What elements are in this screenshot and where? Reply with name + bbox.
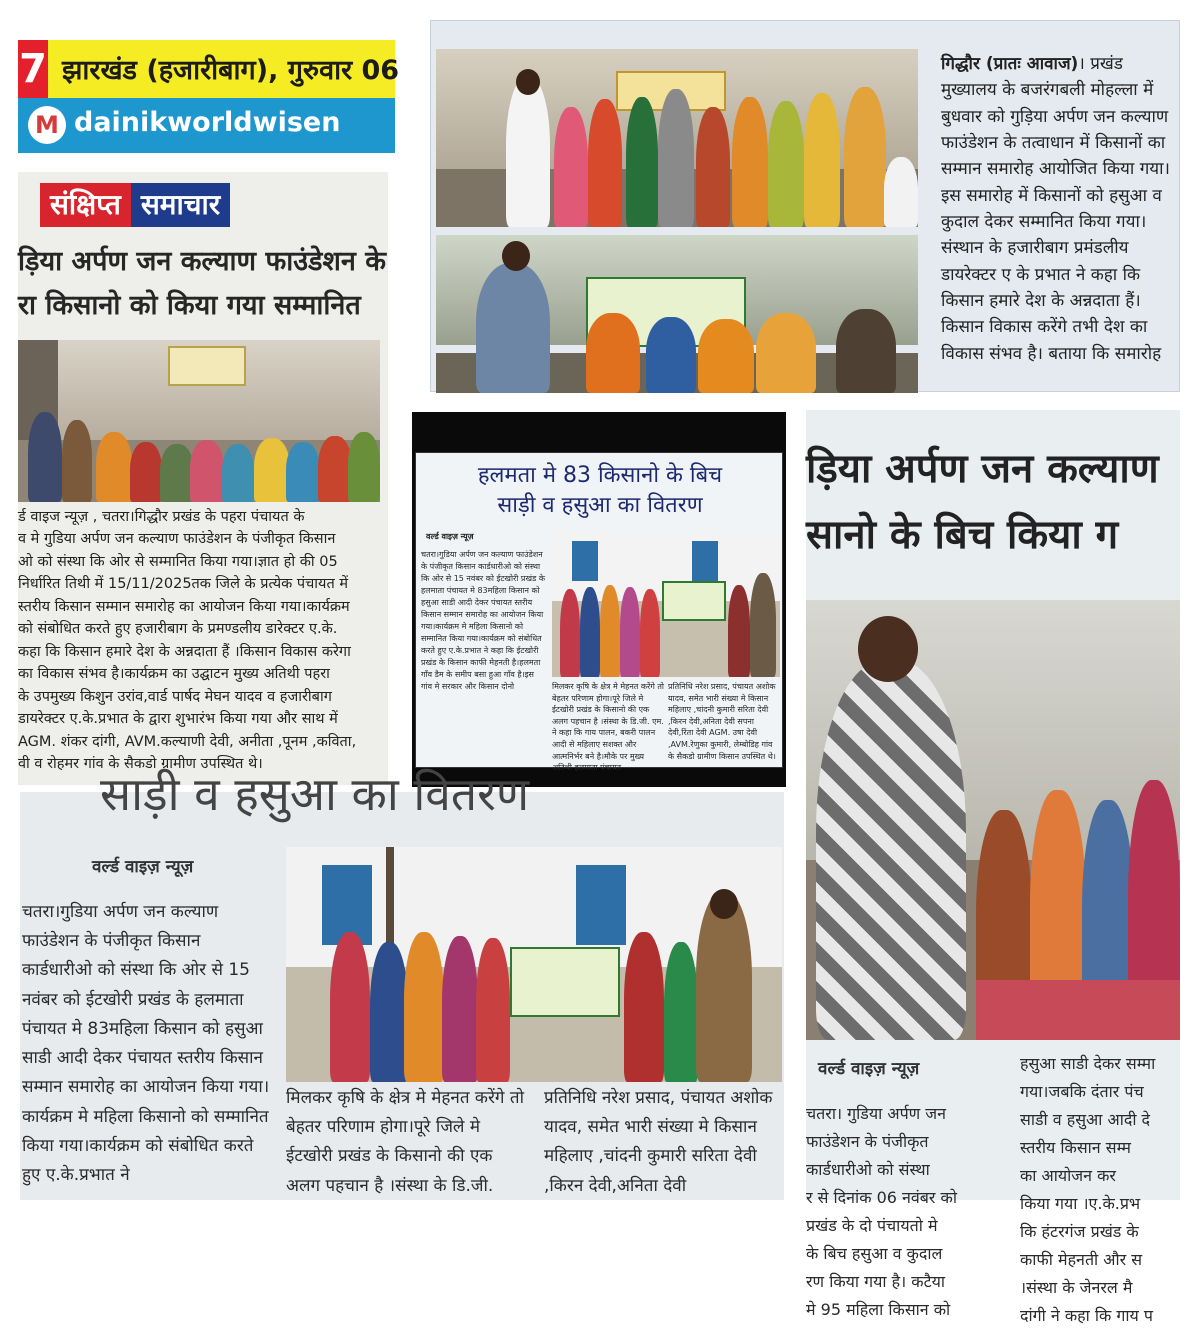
text-line: का विकास संभव है।कार्यक्रम का उद्घाटन मुख्य अतिथी पहरा (18, 666, 330, 683)
article-body-right: प्रतिनिधि नरेश प्रसाद, पंचायत अशोक यादव, समेत भारी संख्या मे किसान महिलाए ,चांदनी कुमारी सरिता देवी ,किरन देवी,अनिता देवी सपना देवी,रिंता देवी AGM. उषा देवी ,AVM.रेणुका कुमारी, लेम्बोडिह गांव के सैकडो ग्रामीण किसान उपस्थित थे। (668, 682, 776, 761)
text-line: का आयोजन कर (1020, 1166, 1116, 1185)
article-photo-top (436, 49, 918, 227)
article-photo (806, 600, 1180, 1040)
text-line: व मे गुडिया अर्पण जन कल्याण फाउंडेशन के पंजीकृत किसान (18, 531, 336, 548)
article-body (18, 506, 388, 786)
text-line: दांगी ने कहा कि गाय प (1020, 1306, 1153, 1325)
text-line: रण किया गया है। कटैया (806, 1272, 946, 1291)
text-line: फाउंडेशन के पंजीकृत (806, 1132, 929, 1151)
text-line: साडी व हसुआ आदी दे (1020, 1110, 1151, 1129)
article-headline-cut: साड़ी व हसुआ का वितरण (100, 767, 530, 821)
text-line: के उपमुख्य किशुन उरांव,वार्ड पार्षद मेघन यादव व हजारीबाग (18, 688, 332, 705)
text-line: चतरा। गुडिया अर्पण जन (806, 1104, 947, 1123)
article-body-main: चतरा।गुडिया अर्पण जन कल्याण फाउंडेशन के पंजीकृत किसान कार्डधारीओ को संस्था कि ओर से 15 नवंबर को ईटखोरी प्रखंड के हलमाता पंचायत मे 83महिला किसान को हसुआ साडी आदी देकर पंचायत स्तरीय किसान सम्मान समारोह का आयोजन किया गया।कार्यक्रम मे महिला किसानो को सम्मानित किया गया।कार्यक्रम को संबोधित करते हुए ए.के.प्रभात ने (22, 902, 270, 1186)
clipping-halmata-center (412, 412, 786, 787)
text-line: काफी मेहनती और स (1020, 1250, 1143, 1269)
text-line: र्ड वाइज न्यूज़ , चतरा।गिद्धौर प्रखंड के पहरा पंचायत के (18, 509, 305, 525)
article-headline (416, 461, 784, 521)
article-body-text: । प्रखंड मुख्यालय के बजरंगबली मोहल्ला में बुधवार को गुड़िया अर्पण जन कल्याण फाउंडेशन के तत्वाधान में किसानों का सम्मान समारोह आयोजित किया गया। इस समारोह में किसानों को हसुआ व कुदाल देकर सम्मानित किया गया। संस्थान के हजारीबाग प्रमंडलीय डायरेक्टर ए के प्रभात ने कहा कि किसान हमारे देश के अन्नदाता हैं। किसान विकास करेंगे तभी देश का विकास संभव है। बताया कि समारोह (941, 54, 1170, 364)
article-body-left: चतरा।गुडिया अर्पण जन कल्याण फाउंडेशन के पंजीकृत किसान कार्डधारीओ को संस्था कि ओर से 15 नवंबर को ईटखोरी प्रखंड के हलमाता पंचायत मे 83महिला किसान को हसुआ साडी आदी देकर पंचायत स्तरीय किसान सम्मान समारोह का आयोजन किया गया।कार्यक्रम मे महिला किसानो को सम्मानित किया गया।कार्यक्रम को संबोधित करते हुए ए.के.प्रभात ने कहा कि ईटखोरी प्रखंड के किसान काफी मेहनती है।हलमता गाँव डैम के समीप बसा हुआ गाँव है।इस गांव मे सरकार और किसान दोनो (421, 550, 545, 691)
article-photo (18, 340, 380, 502)
text-line: मे 95 महिला किसान को (806, 1300, 951, 1319)
text-line: कि हंटरगंज प्रखंड के (1020, 1222, 1139, 1241)
page-number: 7 (18, 40, 48, 98)
clipping-world-wise-right (806, 410, 1180, 1325)
text-line: किया गया ।ए.के.प्रभ (1020, 1194, 1141, 1213)
section-tag-part1: संक्षिप्त (40, 183, 131, 227)
section-tag (40, 183, 230, 227)
text-line: गया।जबकि दंतार पंच (1020, 1082, 1144, 1101)
article-photo (552, 531, 780, 677)
article-photo-bottom (436, 235, 918, 393)
clipping-page (415, 452, 783, 773)
text-line: र से दिनांक 06 नवंबर को (806, 1188, 957, 1207)
headline-line-2: रा किसानो को किया गया सम्मानित (18, 290, 361, 321)
headline-line-2: सानो के बिच किया ग (806, 512, 1119, 558)
dateline: झारखंड (हजारीबाग), गुरुवार 06 (62, 55, 400, 86)
article-headline (806, 436, 1180, 568)
byline: वर्ल्ड वाइज़ न्यूज़ (818, 1059, 920, 1079)
article-body-right: प्रतिनिधि नरेश प्रसाद, पंचायत अशोक यादव, समेत भारी संख्या मे किसान महिलाए ,चांदनी कुमारी सरिता देवी ,किरन देवी,अनिता देवी (544, 1088, 773, 1196)
text-line: कार्डधारीओ को संस्था (806, 1160, 930, 1179)
headline-line-2: साड़ी व हसुआ का वितरण (497, 493, 703, 518)
text-line: हसुआ साडी देकर सम्मा (1020, 1054, 1156, 1073)
clipping-pratah-awaz (430, 20, 1180, 392)
text-line: कहा कि किसान हमारे देश के अन्नदाता हैं ।किसान विकास करेगा (18, 643, 351, 660)
clipping-dainik-world-wise (18, 40, 400, 785)
text-line: ओ को संस्था कि ओर से सम्मानित किया गया।ज्ञात हो की 05 (18, 553, 338, 570)
article-lead: गिद्धौर (प्रातः आवाज) (941, 54, 1079, 74)
article-headline (18, 240, 388, 328)
site-logo-icon: M (28, 106, 66, 144)
text-line: स्तरीय किसान सम्म (1020, 1138, 1131, 1157)
article-body-right (1020, 1050, 1180, 1325)
text-line: को संबोधित करते हुए हजारीबाग के प्रमण्डलीय डारेक्टर ए.के. (18, 621, 338, 638)
text-line: स्तरीय किसान सम्मान समारोह का आयोजन किया गया।कार्यक्रम (18, 598, 350, 615)
site-name: dainikworldwisen (74, 107, 341, 138)
text-line: के बिच हसुआ व कुदाल (806, 1244, 943, 1263)
byline: वर्ल्ड वाइज़ न्यूज़ (426, 532, 474, 541)
article-photo (286, 847, 782, 1082)
article-body (941, 51, 1181, 391)
headline-line-1: ड़िया अर्पण जन कल्याण फाउंडेशन के (18, 246, 386, 277)
byline: वर्ल्ड वाइज़ न्यूज़ (92, 857, 194, 877)
article-body-middle: मिलकर कृषि के क्षेत्र मे मेहनत करेंगे तो बेहतर परिणाम होगा।पूरे जिले मे ईटखोरी प्रखंड के किसानो की एक अलग पहचान है ।संस्था के डि.जी. एम. ने कहा कि गाय पालन, बकरी पालन आदी से महिलाए सशक्त और आत्मनिर्भर बने है।मौके पर मुख्य अतिथी हलमाता पंचायत (552, 682, 664, 773)
clipping-halmata-bottom (20, 767, 784, 1200)
headline-line-1: ड़िया अर्पण जन कल्याण (806, 446, 1159, 492)
text-line: ।संस्था के जेनरल मै (1020, 1278, 1133, 1297)
text-line: प्रखंड के दो पंचायतो मे (806, 1216, 938, 1235)
text-line: वी व रोहमर गांव के सैकडो ग्रामीण उपस्थित थे। (18, 756, 263, 773)
article-body-left (806, 1100, 1006, 1319)
text-line: डायरेक्टर ए.के.प्रभात के द्वारा शुभारंभ किया गया और साथ में (18, 711, 338, 728)
text-line: AGM. शंकर दांगी, AVM.कल्याणी देवी, अनीता ,पूनम ,कविता, (18, 733, 357, 750)
section-tag-part2: समाचार (131, 183, 230, 227)
text-line: निर्धारित तिथी में 15/11/2025तक जिले के प्रत्येक पंचायत में (18, 576, 349, 593)
headline-line-1: हलमता मे 83 किसानो के बिच (477, 463, 723, 488)
article-body-middle: मिलकर कृषि के क्षेत्र मे मेहनत करेंगे तो बेहतर परिणाम होगा।पूरे जिले मे ईटखोरी प्रखंड के किसानो की एक अलग पहचान है ।संस्था के डि.जी. (286, 1088, 525, 1196)
